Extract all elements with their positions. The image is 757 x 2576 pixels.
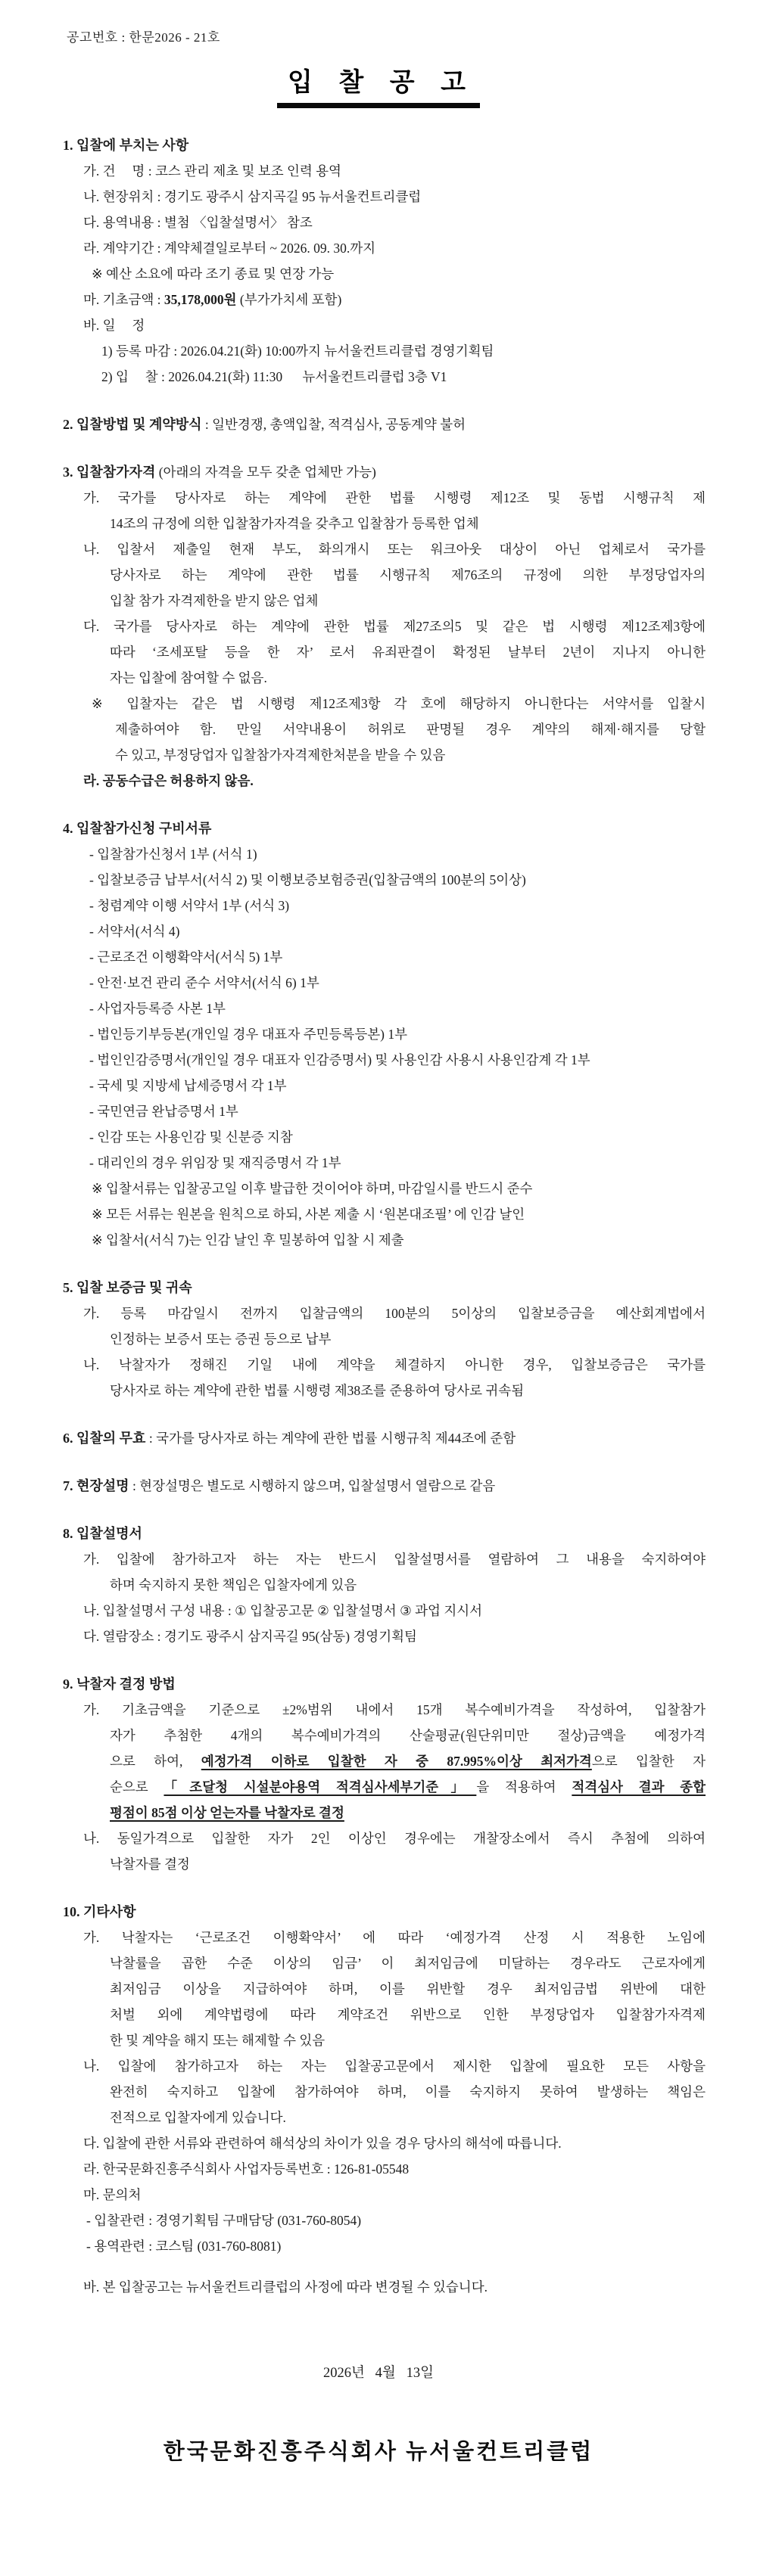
line-s3-b2: 당사자로 하는 계약에 관한 법률 시행규칙 제76조의 규정에 의한 부정당업자의 [110, 567, 706, 583]
line-s10-f: 바. 본 입찰공고는 뉴서울컨트리클럽의 사정에 따라 변경될 수 있습니다. [83, 2279, 488, 2295]
contact-service: - 용역관련 : 코스팀 (031-760-8081) [86, 2239, 282, 2254]
section-9-heading: 9. 낙찰자 결정 방법 [63, 1676, 176, 1692]
line-s10-a4: 처벌 외에 계약법령에 따라 계약조건 위반으로 인한 부정당업자 입찰참가자격제 [110, 2007, 706, 2023]
line-s1-f1: 1) 등록 마감 : 2026.04.21(화) 10:00까지 뉴서울컨트리클럽 경영기획팀 [101, 343, 494, 359]
line-s9-a3 [110, 1748, 706, 1774]
line-s10-b1: 나. 입찰에 참가하고자 하는 자는 입찰공고문에서 제시한 입찰에 필요한 모든 사항을 [83, 2059, 706, 2074]
section-3-title: 3. 입찰참가자격 [63, 465, 156, 480]
line-s3-c1: 다. 국가를 당사자로 하는 계약에 관한 법률 제27조의5 및 같은 법 시행령 제12조제3항에 [83, 619, 706, 635]
line-s3-c3: 자는 입찰에 참여할 수 없음. [110, 670, 267, 686]
section-8-heading: 8. 입찰설명서 [63, 1526, 142, 1542]
s9-a5-highlight: 평점이 85점 이상 얻는자를 낙찰자로 결정 [110, 1805, 344, 1821]
line-s10-a2: 낙찰률을 곱한 수준 이상의 임금’ 이 최저임금에 미달하는 경우라도 근로자에게 [110, 1956, 706, 1972]
section-2-text: : 일반경쟁, 총액입찰, 적격심사, 공동계약 불허 [201, 417, 466, 433]
doc-item: - 근로조건 이행확약서(서식 5) 1부 [89, 949, 283, 965]
doc-item: - 국민연금 완납증명서 1부 [89, 1104, 238, 1120]
line-s10-e: 마. 문의처 [83, 2187, 142, 2203]
line-s8-b: 나. 입찰설명서 구성 내용 : ① 입찰공고문 ② 입찰설명서 ③ 과업 지시서 [83, 1603, 483, 1619]
line-s1-f: 바. 일 정 [83, 318, 145, 334]
line-s8-a1: 가. 입찰에 참가하고자 하는 자는 반드시 입찰설명서를 열람하여 그 내용을 숙지하여야 [83, 1552, 706, 1568]
title-row [0, 68, 757, 108]
line-s8-a2: 하며 숙지하지 못한 책임은 입찰자에게 있음 [110, 1577, 357, 1593]
section-6-heading [63, 1425, 757, 1451]
doc-item: - 인감 또는 사용인감 및 신분증 지참 [89, 1130, 293, 1145]
line-s5-b1: 나. 낙찰자가 정해진 기일 내에 계약을 체결하지 아니한 경우, 입찰보증금은 국가를 [83, 1357, 706, 1373]
line-s5-a2: 인정하는 보증서 또는 증권 등으로 납부 [110, 1332, 332, 1347]
line-s9-a4 [110, 1774, 706, 1800]
doc-item: - 서약서(서식 4) [89, 924, 180, 940]
line-s10-d: 라. 한국문화진흥주식회사 사업자등록번호 : 126-81-05548 [83, 2161, 410, 2177]
line-s10-a1: 가. 낙찰자는 ‘근로조건 이행확약서’ 에 따라 ‘예정가격 산정 시 적용한 노임에 [83, 1930, 706, 1946]
line-s1-c: 다. 용역내용 : 별첨 〈입찰설명서〉 참조 [83, 215, 313, 231]
line-s1-d: 라. 계약기간 : 계약체결일로부터 ~ 2026. 09. 30.까지 [83, 241, 376, 256]
section-2-title: 2. 입찰방법 및 계약방식 [63, 417, 202, 433]
section-7-text: : 현장설명은 별도로 시행하지 않으며, 입찰설명서 열람으로 같음 [129, 1478, 496, 1494]
contact-bid: - 입찰관련 : 경영기획팀 구매담당 (031-760-8054) [86, 2213, 362, 2229]
line-s10-b3: 전적으로 입찰자에게 있습니다. [110, 2110, 286, 2126]
line-s10-b2: 완전히 숙지하고 입찰에 참가하여야 하며, 이를 숙지하지 못하여 발생하는 책임은 [110, 2084, 706, 2100]
line-s9-b1: 나. 동일가격으로 입찰한 자가 2인 이상인 경우에는 개찰장소에서 즉시 추첨에 의하여 [83, 1831, 706, 1847]
line-s1-d-note: ※ 예산 소요에 따라 조기 종료 및 연장 가능 [92, 266, 335, 282]
line-s10-c: 다. 입찰에 관한 서류와 관련하여 해석상의 차이가 있을 경우 당사의 해석에 따릅니다. [83, 2136, 562, 2152]
doc-note: ※ 입찰서(서식 7)는 인감 날인 후 밀봉하여 입찰 시 제출 [92, 1232, 404, 1248]
line-s10-a5: 한 및 계약을 해지 또는 해제할 수 있음 [110, 2033, 326, 2049]
doc-note: ※ 입찰서류는 입찰공고일 이후 발급한 것이어야 하며, 마감일시를 반드시 준수 [92, 1181, 533, 1197]
line-s9-a2: 자가 추첨한 4개의 복수예비가격의 산술평균(원단위미만 절상)금액을 예정가격 [110, 1728, 706, 1744]
doc-item: - 법인등기부등본(개인일 경우 대표자 주민등록등본) 1부 [89, 1027, 408, 1043]
s9-a4-pre: 순으로 [110, 1779, 164, 1795]
doc-item: - 청렴계약 이행 서약서 1부 (서식 3) [89, 898, 290, 914]
line-s3-a2: 14조의 규정에 의한 입찰참가자격을 갖추고 입찰참가 등록한 업체 [110, 516, 479, 532]
base-amount-label: 마. 기초금액 : [83, 292, 164, 308]
doc-item: - 안전·보건 관리 준수 서약서(서식 6) 1부 [89, 975, 319, 991]
line-s3-b1: 나. 입찰서 제출일 현재 부도, 화의개시 또는 워크아웃 대상이 아닌 업체로서 국가를 [83, 542, 706, 558]
section-6-text: : 국가를 당사자로 하는 계약에 관한 법률 시행규칙 제44조에 준함 [145, 1431, 516, 1446]
line-s3-c2: 따라 ‘조세포탈 등을 한 자’ 로서 유죄판결이 확정된 날부터 2년이 지나지 아니한 [110, 645, 706, 660]
doc-note: ※ 모든 서류는 원본을 원칙으로 하되, 사본 제출 시 ‘원본대조필’ 에 인감 날인 [92, 1207, 525, 1223]
s9-a4-standard-ref: 「조달청 시설분야용역 적격심사세부기준」 [164, 1779, 477, 1795]
line-s1-b: 나. 현장위치 : 경기도 광주시 삼지곡길 95 뉴서울컨트리클럽 [83, 189, 422, 205]
line-s5-a1: 가. 등록 마감일시 전까지 입찰금액의 100분의 5이상의 입찰보증금을 예산회계법에서 [83, 1306, 706, 1322]
doc-item: - 법인인감증명서(개인일 경우 대표자 인감증명서) 및 사용인감 사용시 사용인감계 각 1부 [89, 1052, 590, 1068]
section-1-heading: 1. 입찰에 부치는 사항 [63, 138, 189, 154]
line-s3-n1: ※ 입찰자는 같은 법 시행령 제12조제3항 각 호에 해당하지 아니한다는 서약서를 입찰시 [92, 696, 706, 712]
s9-a4-highlight: 적격심사 결과 종합 [572, 1779, 706, 1795]
section-7-heading [63, 1473, 757, 1499]
section-10-heading: 10. 기타사항 [63, 1904, 136, 1920]
notice-number: 공고번호 : 한문2026 - 21호 [67, 30, 220, 45]
section-4-heading: 4. 입찰참가신청 구비서류 [63, 821, 212, 837]
line-s3-b3: 입찰 참가 자격제한을 받지 않은 업체 [110, 593, 319, 609]
section-5-heading: 5. 입찰 보증금 및 귀속 [63, 1280, 192, 1296]
base-amount-suffix: (부가가치세 포함) [236, 292, 342, 308]
line-s8-c: 다. 열람장소 : 경기도 광주시 삼지곡길 95(삼동) 경영기획팀 [83, 1629, 417, 1645]
s9-a3-pre: 으로 하여, [110, 1754, 201, 1770]
line-s3-d: 라. 공동수급은 허용하지 않음. [83, 773, 254, 789]
line-s1-e [83, 287, 757, 312]
doc-item: - 국세 및 지방세 납세증명서 각 1부 [89, 1078, 287, 1094]
issuer-name: 한국문화진흥주식회사 뉴서울컨트리클럽 [163, 2440, 594, 2465]
s9-a3-highlight: 예정가격 이하로 입찰한 자 중 87.995%이상 최저가격 [201, 1754, 592, 1770]
section-2-heading [63, 412, 757, 437]
doc-item: - 입찰보증금 납부서(서식 2) 및 이행보증보험증권(입찰금액의 100분의 5이상) [89, 872, 526, 888]
line-s3-n3: 수 있고, 부정당업자 입찰참가자격제한처분을 받을 수 있음 [115, 747, 446, 763]
line-s9-a1: 가. 기초금액을 기준으로 ±2%범위 내에서 15개 복수예비가격을 작성하여, 입찰참가 [83, 1702, 706, 1718]
line-s10-a3: 최저임금 이상을 지급하여야 하며, 이를 위반할 경우 최저임금법 위반에 대한 [110, 1981, 706, 1997]
section-3-heading [63, 459, 757, 485]
doc-item: - 대리인의 경우 위임장 및 재직증명서 각 1부 [89, 1155, 341, 1171]
line-s9-a5 [110, 1800, 757, 1826]
page-title: 입 찰 공 고 [277, 68, 480, 108]
section-7-title: 7. 현장설명 [63, 1478, 129, 1494]
doc-item: - 사업자등록증 사본 1부 [89, 1001, 226, 1017]
line-s1-a: 가. 건 명 : 코스 관리 제초 및 보조 인력 용역 [83, 163, 341, 179]
line-s3-a1: 가. 국가를 당사자로 하는 계약에 관한 법률 시행령 제12조 및 동법 시행규칙 제 [83, 490, 706, 506]
announcement-date: 2026년 4월 13일 [322, 2366, 435, 2382]
s9-a3-post: 으로 입찰한 자 [591, 1754, 706, 1770]
section-3-subtext: (아래의 자격을 모두 갖춘 업체만 가능) [155, 465, 376, 480]
line-s1-f2: 2) 입 찰 : 2026.04.21(화) 11:30 뉴서울컨트리클럽 3층 V1 [101, 369, 447, 385]
doc-item: - 입찰참가신청서 1부 (서식 1) [89, 847, 257, 862]
line-s9-b2: 낙찰자를 결정 [110, 1857, 190, 1872]
s9-a4-mid: 을 적용하여 [476, 1779, 572, 1795]
line-s5-b2: 당사자로 하는 계약에 관한 법률 시행령 제38조를 준용하여 당사로 귀속됨 [110, 1383, 525, 1399]
section-6-title: 6. 입찰의 무효 [63, 1431, 146, 1446]
line-s3-n2: 제출하여야 함. 만일 서약내용이 허위로 판명될 경우 계약의 해제·해지를 당할 [115, 722, 706, 738]
base-amount-value: 35,178,000원 [164, 292, 237, 308]
